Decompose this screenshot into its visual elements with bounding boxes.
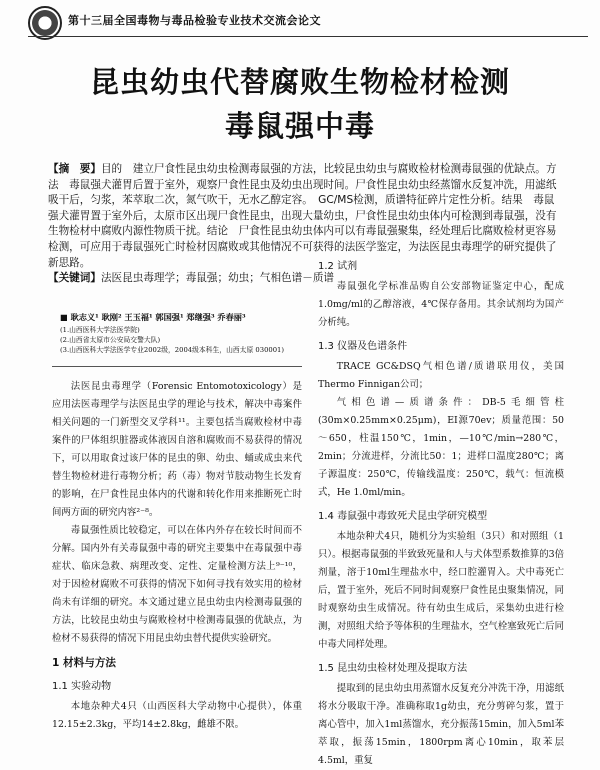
affiliation-2: (2.山西省太原市公安局交警大队) (60, 336, 161, 344)
intro-paragraph-1: 法医昆虫毒理学（Forensic Entomotoxicology）是应用法医毒理学与法医昆虫学的理论与技术，解决中毒案件相关问题的一门新型交叉学科¹¹。主要包括当腐败检材中毒案件的尸体组织脏器或体液因自溶和腐败而不易获得的情况下，可以用取食过该尸体的昆虫的卵、幼虫、蛹或成虫来代替生物检材进行毒物分析；药（毒）物对节肢动物生长发育的影响，在尸食性昆虫体内的代谢和转化作用来推断死亡时间两方面的研究内容²⁻⁸。 (52, 381, 302, 518)
header-rule (28, 36, 588, 37)
right-column (318, 258, 564, 770)
paragraph-1-3a: TRACE GC&DSQ气相色谱/质谱联用仪，美国Thermo Finnigan公司； (318, 361, 564, 390)
subsection-heading-1-1: 1.1 实验动物 (52, 681, 112, 692)
affiliation-1: (1.山西医科大学法医学院) (60, 326, 140, 334)
running-title: 第十三届全国毒物与毒品检验专业技术交流会论文 (68, 14, 321, 27)
subsection-heading-1-3: 1.3 仪器及色谱条件 (318, 341, 408, 352)
paragraph-1-2: 毒鼠强化学标准品购自公安部物证鉴定中心，配成1.0mg/ml的乙醇溶液，4℃保存备用。其余试剂均为国产分析纯。 (318, 281, 564, 328)
paragraph-1-1: 本地杂种犬4只（山西医科大学动物中心提供），体重12.15±2.3kg，平均14±2.8kg，雌雄不限。 (52, 701, 302, 730)
paragraph-1-3b: 气相色谱—质谱条件：DB-5毛细管柱(30m×0.25mm×0.25μm)，EI源70ev；质量范围：50～650，柱温150℃，1min，—10℃/min→280℃，2min；分流进样，分流比50：1；进样口温度280℃；离子源温度：250℃，传输线温度：250℃，载气：恒流模式，He 1.0ml/min。 (318, 397, 564, 498)
keywords-label: 【关键词】 (48, 272, 101, 285)
subsection-heading-1-5: 1.5 昆虫幼虫检材处理及提取方法 (318, 663, 468, 674)
subsection-heading-1-4: 1.4 毒鼠强中毒致死犬昆虫学研究模型 (318, 511, 488, 522)
paragraph-1-4: 本地杂种犬4只，随机分为实验组（3只）和对照组（1只）。根据毒鼠强的半致致死量和人与犬体型系数推算的3倍剂量，溶于10ml生理盐水中，经口腔灌胃入。犬中毒死亡后，置于室外，死后不同时间观察尸食性昆虫聚集情况，同时观察幼虫生成情况。待有幼虫生成后，采集幼虫进行检测，对照组犬给予等体积的生理盐水，空气栓塞致死亡后同中毒犬同样处理。 (318, 531, 564, 650)
subsection-heading-1-2: 1.2 试剂 (318, 261, 358, 272)
author-rule (52, 366, 302, 367)
abstract-text: 目的 建立尸食性昆虫幼虫检测毒鼠强的方法，比较昆虫幼虫与腐败检材检测毒鼠强的优缺点。方法 毒鼠强犬灌胃后置于室外，观察尸食性昆虫及幼虫出现时间。尸食性昆虫幼虫经蒸馏水反复冲洗，用滤纸吸干后，匀浆，苯萃取二次，氮气吹干，无水乙醇定容。 GC/MS检测，质谱特征碎片定性分析。结果 毒鼠强犬灌胃置于室外后，太原市区出现尸食性昆虫，出现大量幼虫，尸食性昆虫幼虫体内可检测到毒鼠强，没有生物检材中腐败内源性物质干扰。结论 尸食性昆虫幼虫体内可以有毒鼠强聚集，经处理后比腐败检材更容易检测，可应用于毒鼠强死亡时检材因腐败或其他情况不可获得的法医学鉴定，为法医昆虫毒理学的研究提供了新思路。 (48, 163, 557, 269)
paragraph-1-5: 提取到的昆虫幼虫用蒸馏水反复充分冲洗干净，用滤纸将水分吸取干净。准确称取1g幼虫，充分剪碎匀浆，置于离心管中，加入1ml蒸馏水，充分振荡15min，加入5ml苯萃取，振荡15min，1800rpm离心10min，取苯层4.5ml，重复 (318, 683, 564, 766)
affiliation-3: (3.山西医科大学法医学专业2002级，2004级本科生，山西太原 030001) (60, 346, 285, 354)
running-header (28, 8, 588, 34)
keywords-text: 法医昆虫毒理学；毒鼠强；幼虫；气相色谱－质谱 (100, 272, 335, 285)
paper-title-line-2: 毒鼠强中毒 (224, 109, 375, 143)
abstract-label: 【摘 要】 (48, 163, 101, 175)
section-heading-materials: 1 材料与方法 (52, 657, 117, 669)
intro-paragraph-2: 毒鼠强性质比较稳定，可以在体内外存在较长时间而不分解。国内外有关毒鼠强中毒的研究主要集中在毒鼠强中毒症状、临床急救、病理改变、定性、定量检测方法上⁹⁻¹⁰，对于因检材腐败不可获得的情况下如何寻找有效实用的检材尚未有详细的研究。本文通过建立昆虫幼虫内检测毒鼠强的方法，比较昆虫幼虫与腐败检材中检测毒鼠强的优缺点，为检材不易获得的情况下用昆虫幼虫替代提供实验研究。 (52, 525, 302, 644)
author-block (60, 312, 300, 355)
left-column (52, 378, 302, 734)
author-names: ■ 耿志义¹ 耿刚² 王玉福¹ 郭国强¹ 郑继强³ 乔春丽³ (60, 312, 246, 322)
conference-logo-icon (28, 6, 62, 40)
paper-title-line-1: 昆虫幼虫代替腐败生物检材检测 (89, 65, 510, 99)
